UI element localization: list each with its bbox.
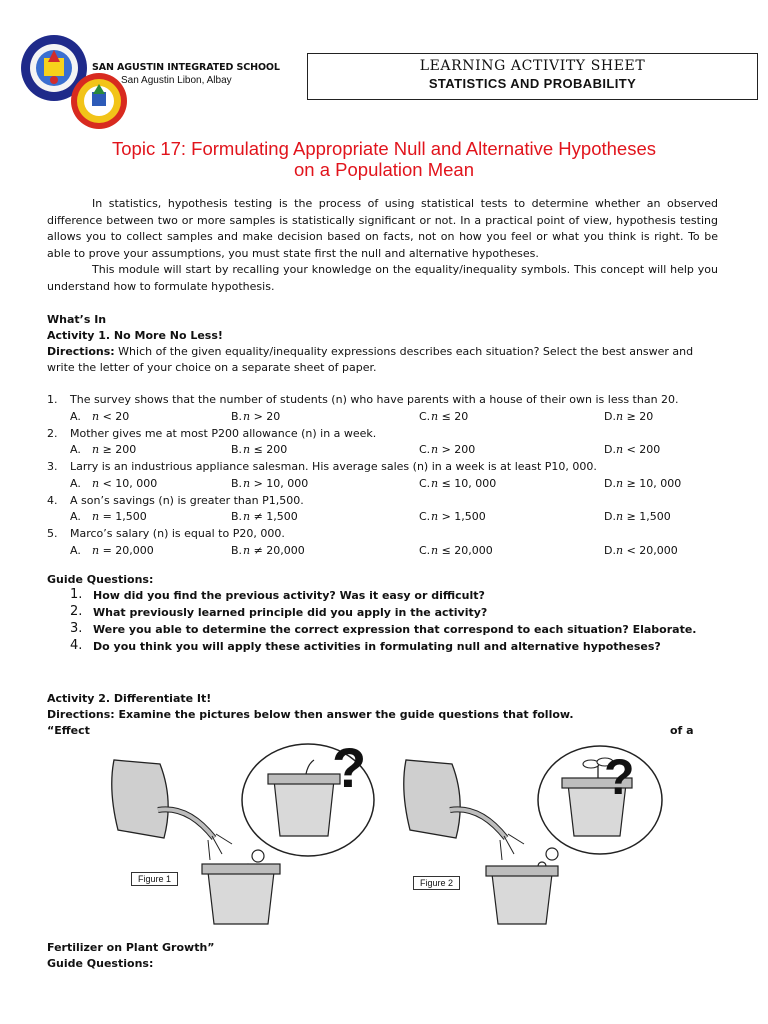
choice-variable: n	[243, 476, 251, 490]
activity-2-title: Activity 2. Differentiate It!	[47, 692, 212, 705]
answer-choice[interactable]	[604, 544, 678, 558]
choice-letter: C.	[419, 443, 431, 456]
answer-choice[interactable]	[231, 477, 308, 491]
choice-variable: n	[431, 476, 439, 490]
choice-variable: n	[616, 543, 624, 557]
choice-letter: C.	[419, 409, 431, 423]
sheet-title-box	[307, 53, 758, 100]
guide-question-number: 1.	[70, 587, 83, 602]
answer-choice[interactable]	[231, 410, 280, 424]
choice-expression: < 10, 000	[99, 476, 158, 490]
choice-variable: n	[431, 443, 439, 456]
caption-end: Fertilizer on Plant Growth”	[47, 941, 215, 954]
item-question: Mother gives me at most P200 allowance (n) in a week.	[70, 426, 377, 440]
guide-question-text: How did you find the previous activity? Was it easy or difficult?	[93, 589, 485, 602]
choice-letter: A.	[70, 443, 81, 456]
item-question: A son’s savings (n) is greater than P1,500.	[70, 493, 304, 507]
choice-variable: n	[431, 543, 439, 557]
answer-choice[interactable]	[231, 510, 298, 524]
choice-expression: < 20,000	[623, 543, 678, 557]
answer-choice[interactable]	[419, 477, 496, 491]
choice-letter: D.	[604, 543, 616, 557]
choice-expression: > 1,500	[438, 510, 486, 523]
choice-letter: C.	[419, 510, 431, 523]
choice-variable: n	[431, 409, 439, 423]
choice-letter: C.	[419, 476, 431, 490]
item-question: The survey shows that the number of students (n) who have parents with a house of their own is less than 20.	[70, 393, 679, 406]
answer-choice[interactable]	[419, 510, 486, 524]
school-name: SAN AGUSTIN INTEGRATED SCHOOL	[92, 62, 280, 73]
intro-paragraph-2: This module will start by recalling your knowledge on the equality/inequality symbols. This concept will help you understand how to formulate hypothesis.	[47, 263, 718, 293]
answer-choice[interactable]	[604, 510, 671, 524]
item-number: 4.	[47, 493, 58, 507]
guide-question-text: Do you think you will apply these activities in formulating null and alternative hypotheses?	[93, 640, 661, 653]
choice-letter: A.	[70, 543, 81, 557]
activity-2-directions-text: Examine the pictures below then answer the guide questions that follow.	[114, 708, 574, 721]
answer-choice[interactable]	[70, 510, 147, 524]
figure-2-label: Figure 2	[413, 876, 460, 890]
choice-expression: ≠ 20,000	[250, 543, 305, 557]
guide-question-number: 4.	[70, 638, 83, 653]
choice-expression: = 1,500	[99, 510, 147, 523]
activity-1-title: Activity 1. No More No Less!	[47, 329, 223, 342]
item-number: 2.	[47, 426, 58, 440]
activity-1-directions-line-2: write the letter of your choice on a separate sheet of paper.	[47, 361, 377, 374]
directions-label: Directions:	[47, 345, 115, 358]
guide-question-number: 2.	[70, 604, 83, 619]
answer-choice[interactable]	[604, 410, 653, 424]
activity-2-directions	[47, 708, 574, 722]
topic-line-1: Topic 17: Formulating Appropriate Null and Alternative Hypotheses	[112, 138, 656, 159]
activity-2-directions-label: Directions:	[47, 708, 115, 721]
item-number: 5.	[47, 527, 58, 540]
choice-variable: n	[431, 510, 439, 523]
item-question: Larry is an industrious appliance salesman. His average sales (n) in a week is at least P10, 000.	[70, 460, 597, 473]
choice-expression: ≥ 200	[99, 443, 137, 456]
guide-question-text: What previously learned principle did you apply in the activity?	[93, 606, 488, 619]
choice-variable: n	[616, 443, 624, 456]
choice-letter: B.	[231, 476, 243, 490]
answer-choice[interactable]	[231, 443, 287, 457]
answer-choice[interactable]	[70, 477, 157, 491]
choice-letter: B.	[231, 443, 243, 456]
guide-question-number: 3.	[70, 621, 83, 636]
activity-1-directions	[47, 345, 693, 359]
answer-choice[interactable]	[604, 443, 660, 457]
choice-expression: ≤ 10, 000	[438, 476, 497, 490]
choice-variable: n	[92, 543, 100, 557]
choice-expression: > 20	[250, 409, 281, 423]
choice-letter: D.	[604, 510, 616, 523]
choice-variable: n	[243, 543, 251, 557]
activity-2-guide-heading: Guide Questions:	[47, 957, 154, 970]
choice-letter: D.	[604, 443, 616, 456]
choice-variable: n	[616, 510, 624, 523]
choice-expression: ≥ 20	[623, 409, 654, 423]
choice-variable: n	[616, 476, 624, 490]
choice-letter: A.	[70, 476, 81, 490]
choice-letter: B.	[231, 409, 243, 423]
choice-variable: n	[92, 443, 100, 456]
choice-expression: < 20	[99, 409, 130, 423]
answer-choice[interactable]	[70, 443, 136, 457]
choice-letter: A.	[70, 409, 81, 423]
choice-variable: n	[92, 409, 100, 423]
sheet-subject: STATISTICS AND PROBABILITY	[428, 76, 637, 91]
answer-choice[interactable]	[231, 544, 305, 558]
figure-1-label: Figure 1	[131, 872, 178, 886]
choice-letter: C.	[419, 543, 431, 557]
choice-expression: > 200	[438, 443, 476, 456]
question-mark-1: ?	[332, 736, 367, 799]
question-mark-2: ?	[604, 749, 635, 805]
intro-text	[47, 196, 718, 296]
choice-expression: ≥ 1,500	[623, 510, 671, 523]
choice-variable: n	[243, 510, 251, 523]
choice-variable: n	[243, 409, 251, 423]
item-question: Marco’s salary (n) is equal to P20, 000.	[70, 527, 285, 540]
choice-expression: ≠ 1,500	[250, 510, 298, 523]
answer-choice[interactable]	[419, 443, 475, 457]
choice-letter: D.	[604, 476, 616, 490]
choice-letter: B.	[231, 543, 243, 557]
caption-of-a: of a	[670, 724, 694, 737]
choice-variable: n	[92, 476, 100, 490]
choice-expression: < 200	[623, 443, 661, 456]
answer-choice[interactable]	[419, 410, 468, 424]
answer-choice[interactable]	[70, 410, 129, 424]
choice-expression: ≥ 10, 000	[623, 476, 682, 490]
choice-letter: A.	[70, 510, 81, 523]
choice-variable: n	[243, 443, 251, 456]
item-number: 1.	[47, 393, 58, 406]
intro-paragraph-1: In statistics, hypothesis testing is the process of using statistical tests to determine whether an observed difference between two or more samples is statistically significant or not. In a practical point of view, hypothesis testing allows you to collect samples and make decision based on facts, not on how you feel or what you think is right. To be able to prove your assumptions, you must state first the null and alternative hypotheses.	[47, 197, 718, 260]
choice-letter: B.	[231, 510, 243, 523]
school-address: San Agustin Libon, Albay	[121, 75, 232, 86]
choice-expression: ≤ 200	[250, 443, 288, 456]
answer-choice[interactable]	[419, 544, 493, 558]
choice-expression: = 20,000	[99, 543, 154, 557]
whats-in-heading: What’s In	[47, 313, 107, 326]
caption-start: “Effect	[47, 724, 90, 737]
choice-variable: n	[92, 510, 100, 523]
directions-text: Which of the given equality/inequality expressions describes each situation? Select the best answer and	[114, 345, 694, 358]
choice-expression: ≤ 20	[438, 409, 469, 423]
guide-questions-heading: Guide Questions:	[47, 573, 154, 586]
item-number: 3.	[47, 460, 58, 473]
answer-choice[interactable]	[604, 477, 681, 491]
choice-letter: D.	[604, 409, 616, 423]
guide-question-text: Were you able to determine the correct expression that correspond to each situation? Elaborate.	[93, 623, 697, 636]
topic-line-2: on a Population Mean	[294, 159, 474, 180]
school-seal-logo	[70, 72, 128, 130]
sheet-title: LEARNING ACTIVITY SHEET	[419, 58, 646, 74]
topic-heading	[0, 138, 768, 180]
choice-expression: > 10, 000	[250, 476, 309, 490]
choice-expression: ≤ 20,000	[438, 543, 493, 557]
answer-choice[interactable]	[70, 544, 154, 558]
choice-variable: n	[616, 409, 624, 423]
